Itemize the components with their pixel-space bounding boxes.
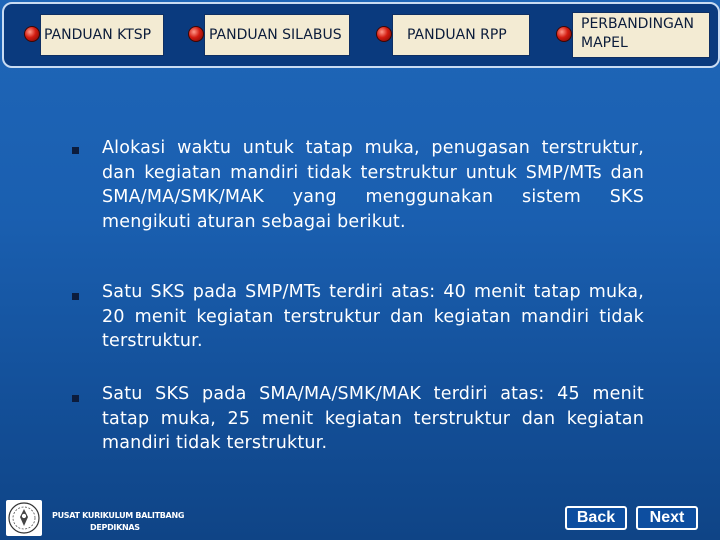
depdiknas-logo (6, 500, 42, 536)
nav-perbandingan-mapel-button[interactable] (572, 12, 710, 58)
square-bullet-icon (72, 147, 79, 154)
org-name-line2: DEPDIKNAS (90, 523, 140, 532)
org-name-line1: PUSAT KURIKULUM BALITBANG (52, 511, 185, 520)
next-button[interactable]: Next (636, 506, 698, 530)
bullet-text: Satu SKS pada SMA/MA/SMK/MAK terdiri atas: 45 menit tatap muka, 25 menit kegiatan terstruktur dan kegiatan mandiri tidak terstruktur. (102, 384, 644, 453)
nav-panduan-ktsp-button[interactable] (40, 14, 164, 56)
nav-panduan-silabus-label: PANDUAN SILABUS (209, 27, 342, 43)
back-button[interactable]: Back (565, 506, 627, 530)
nav-panduan-rpp-button[interactable] (392, 14, 530, 56)
bullet-text: Satu SKS pada SMP/MTs terdiri atas: 40 menit tatap muka, 20 menit kegiatan terstruktur dan kegiatan mandiri tidak terstruktur. (102, 282, 644, 351)
square-bullet-icon (72, 395, 79, 402)
red-ball-icon (188, 26, 204, 42)
tut-wuri-emblem-icon (6, 500, 42, 536)
bullet-text: Alokasi waktu untuk tatap muka, penugasan terstruktur, dan kegiatan mandiri tidak terstruktur untuk SMP/MTs dan SMA/MA/SMK/MAK yang menggunakan sistem SKS mengikuti aturan sebagai berikut. (102, 138, 644, 232)
nav-perbandingan-label: PERBANDINGAN (581, 16, 694, 32)
nav-panduan-rpp-label: PANDUAN RPP (407, 27, 507, 43)
red-ball-icon (376, 26, 392, 42)
nav-panduan-ktsp-label: PANDUAN KTSP (44, 27, 152, 43)
red-ball-icon (556, 26, 572, 42)
nav-mapel-label: MAPEL (581, 35, 628, 51)
square-bullet-icon (72, 293, 79, 300)
red-ball-icon (24, 26, 40, 42)
nav-panduan-silabus-button[interactable] (204, 14, 350, 56)
